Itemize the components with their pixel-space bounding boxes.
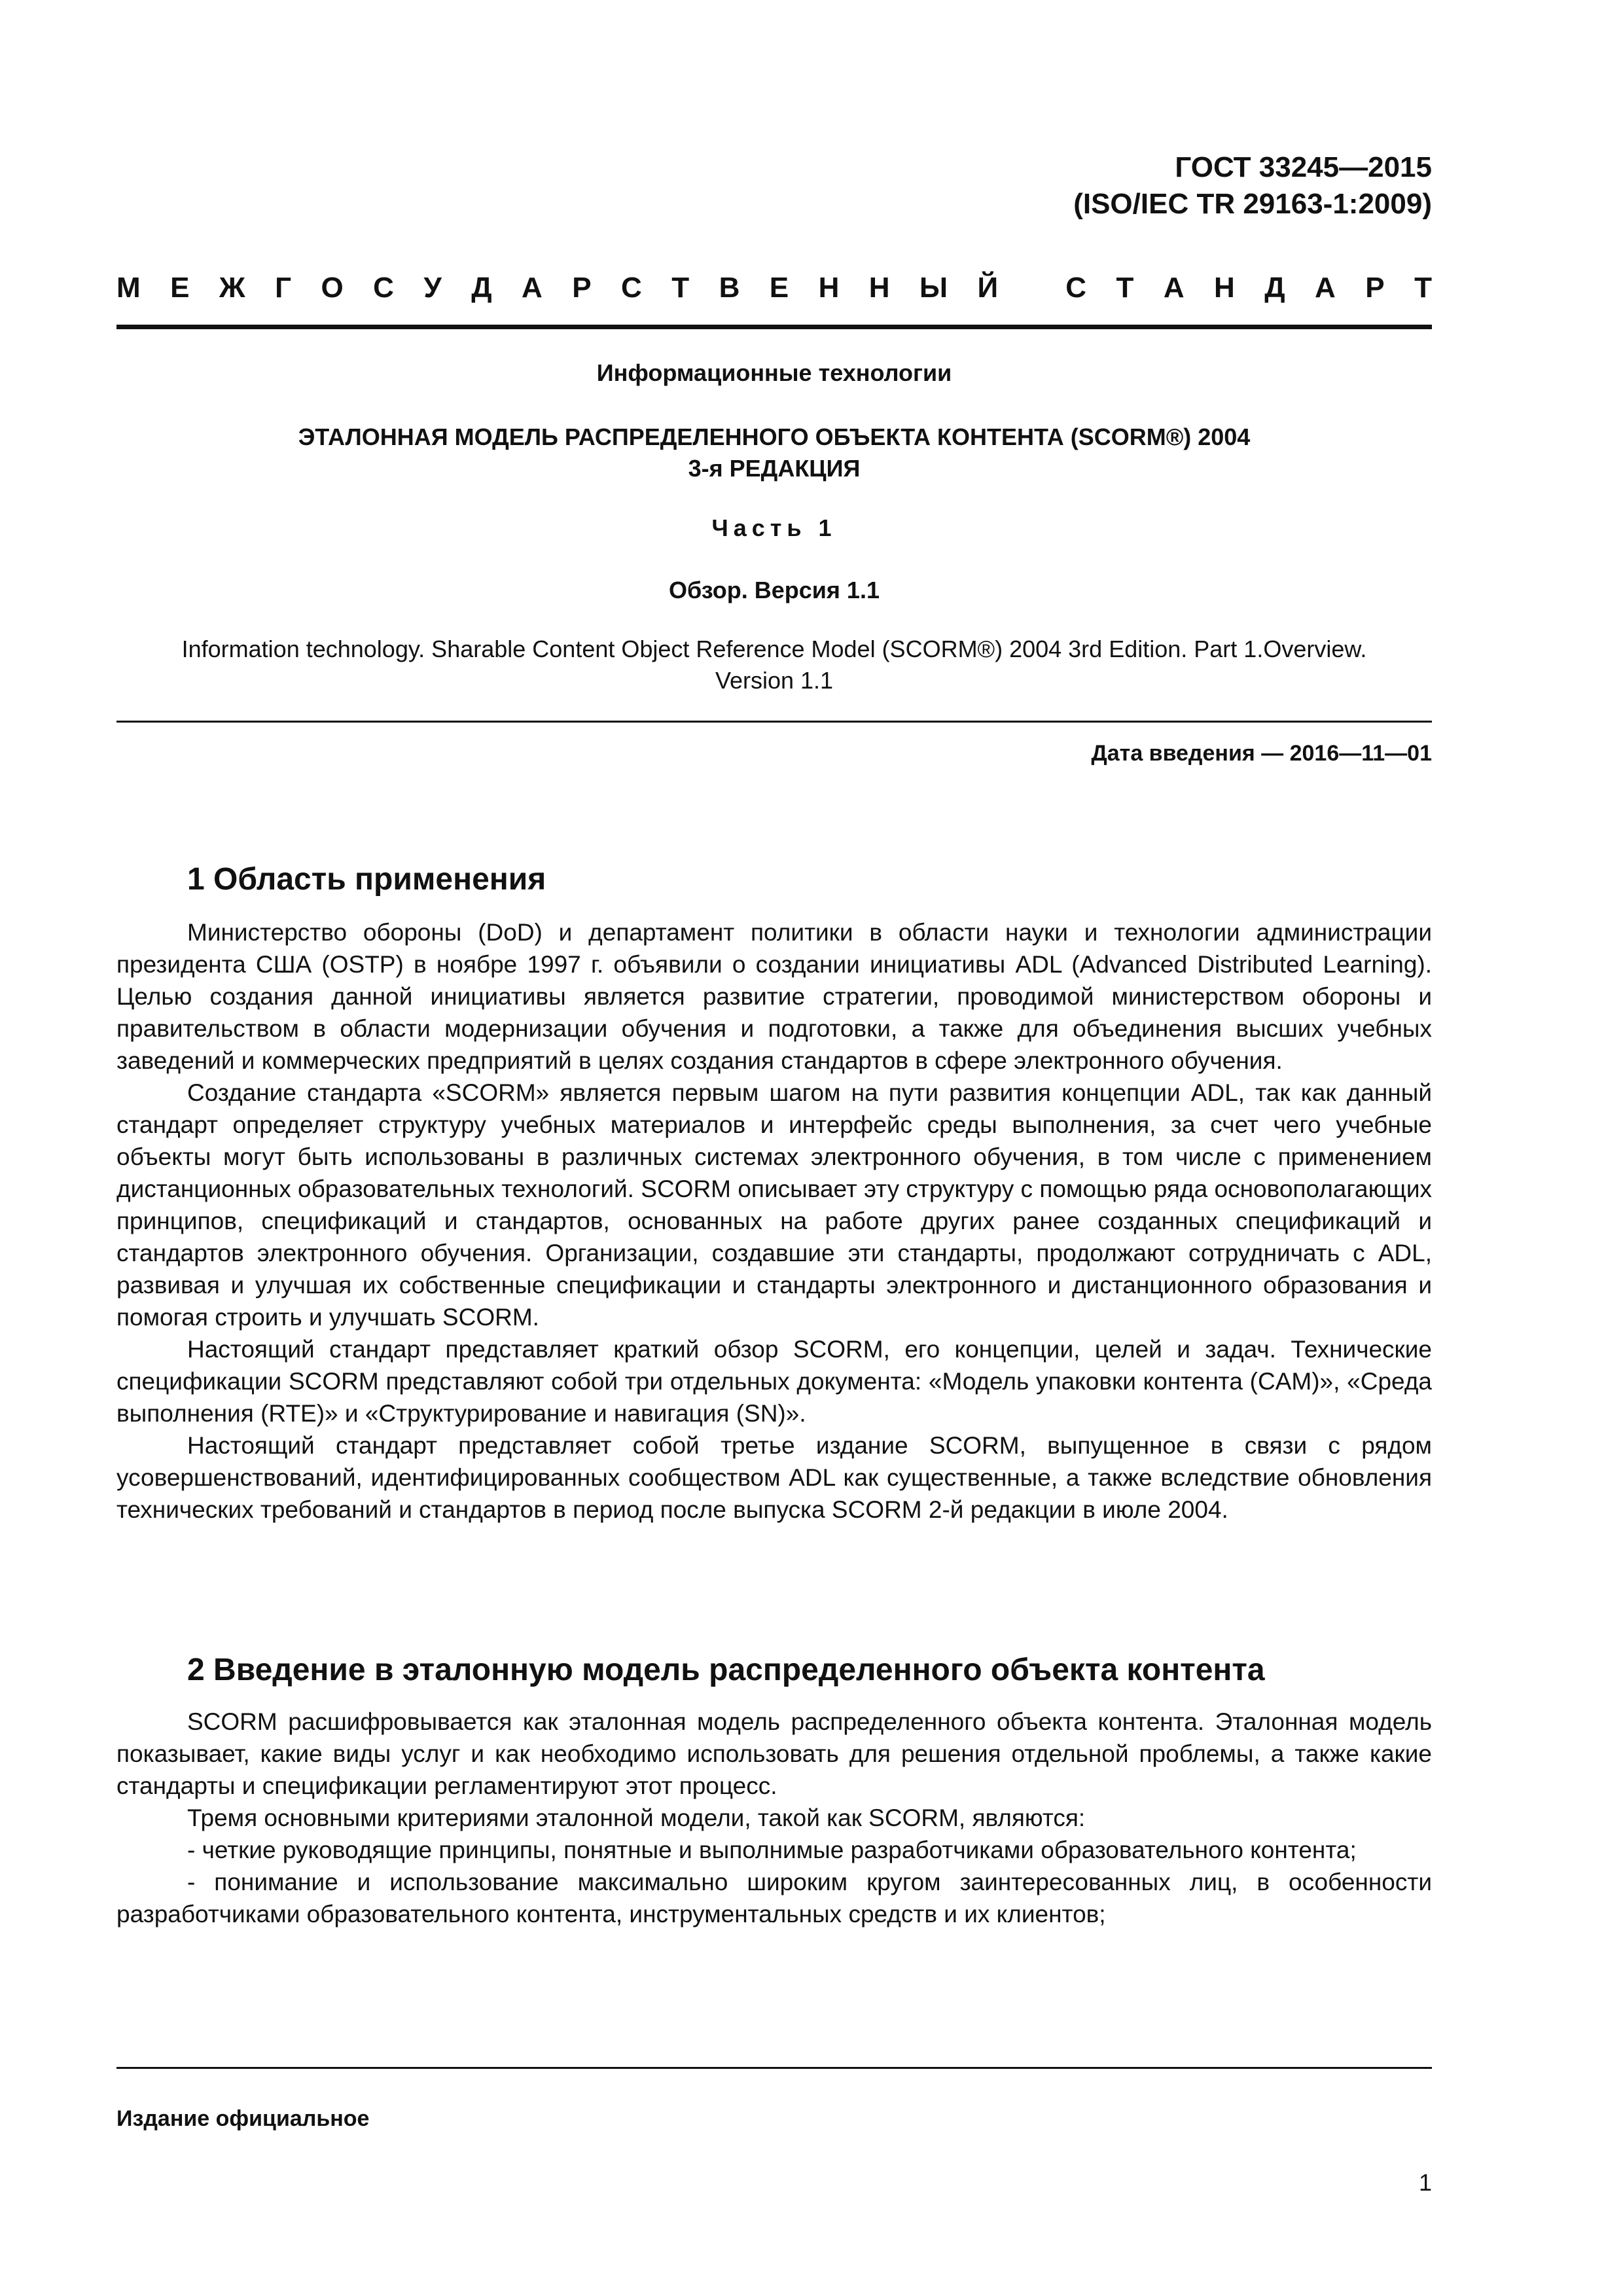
paragraph: Тремя основными критериями эталонной модели, такой как SCORM, являются: — [187, 1804, 1086, 1831]
banner-letter: Д — [1264, 272, 1285, 304]
banner-letter: Т — [1116, 272, 1134, 304]
category-title: Информационные технологии — [596, 359, 952, 386]
main-title — [116, 422, 1432, 484]
banner-letter: О — [321, 272, 344, 304]
banner-letter: Р — [1365, 272, 1385, 304]
banner-letter: Г — [275, 272, 292, 304]
banner-letter: Е — [170, 272, 190, 304]
paragraph: Создание стандарта «SCORM» является первым шагом на пути развития концепции ADL, так как данный стандарт определяет структуру учебных материалов и интерфейс среды выполнения, за счет чего учебные объекты могут быть использованы в различных системах электронного обучения, в том числе с применением дистанционных образовательных технологий. SCORM описывает эту структуру с помощью ряда основополагающих принципов, спецификаций и стандартов, основанных на работе других ранее созданных спецификаций и стандартов электронного обучения. Организации, создавшие эти стандарты, продолжают сотрудничать с ADL, развивая и улучшая их собственные спецификации и стандарты электронного и дистанционного образования и помогая строить и улучшать SCORM. — [116, 1079, 1432, 1331]
banner-letter: Д — [471, 272, 492, 304]
banner-letter: М — [116, 272, 141, 304]
banner-letter: А — [522, 272, 543, 304]
iso-number: (ISO/IEC TR 29163-1:2009) — [1073, 188, 1432, 220]
paragraph: SCORM расшифровывается как эталонная модель распределенного объекта контента. Эталонная модель показывает, какие виды услуг и как необходимо использовать для решения отдельной проблемы, а также какие стандарты и спецификации регламентируют этот процесс. — [116, 1708, 1432, 1799]
part-title: Часть 1 — [711, 514, 837, 541]
section-1-body — [116, 916, 1432, 1526]
title-divider — [116, 721, 1432, 723]
banner-letter: Й — [977, 272, 999, 304]
banner-letter: Т — [671, 272, 690, 304]
banner-letter: В — [719, 272, 740, 304]
footer-divider — [116, 2067, 1432, 2069]
banner-letter: Ж — [219, 272, 245, 304]
banner-gap — [1028, 268, 1036, 308]
paragraph: Настоящий стандарт представляет краткий обзор SCORM, его концепции, целей и задач. Технические спецификации SCORM представляют собой три отдельных документа: «Модель упаковки контента (CAM)», «Среда выполнения (RTE)» и «Структурирование и навигация (SN)». — [116, 1336, 1432, 1427]
gost-number: ГОСТ 33245—2015 — [1175, 151, 1432, 183]
banner-letter: А — [1315, 272, 1336, 304]
banner-letter: С — [373, 272, 394, 304]
banner-letter: Ы — [919, 272, 948, 304]
list-item: - четкие руководящие принципы, понятные и выполнимые разработчиками образовательного контента; — [187, 1837, 1357, 1863]
official-edition-label: Издание официальное — [116, 2106, 370, 2131]
page-number: 1 — [1418, 2169, 1432, 2196]
banner-letter: Н — [1214, 272, 1235, 304]
main-title-line2: 3-я РЕДАКЦИЯ — [688, 455, 861, 482]
gost-designation — [1073, 149, 1432, 223]
list-item: - понимание и использование максимально широким кругом заинтересованных лиц, в особенности разработчиками образовательного контента, инструментальных средств и их клиентов; — [116, 1869, 1432, 1928]
banner-letter: Т — [1414, 272, 1432, 304]
banner-letter: У — [423, 272, 442, 304]
main-title-line1: ЭТАЛОННАЯ МОДЕЛЬ РАСПРЕДЕЛЕННОГО ОБЪЕКТА КОНТЕНТА (SCORM®) 2004 — [298, 423, 1251, 450]
banner-letter: Н — [868, 272, 890, 304]
english-title-line2: Version 1.1 — [715, 667, 834, 694]
english-title-line1: Information technology. Sharable Content Object Reference Model (SCORM®) 2004 3rd Edition. Part 1.Overview. — [181, 636, 1367, 662]
subtitle: Обзор. Версия 1.1 — [669, 577, 880, 603]
section-2-body — [116, 1706, 1432, 1930]
paragraph: Настоящий стандарт представляет собой третье издание SCORM, выпущенное в связи с рядом усовершенствований, идентифицированных сообществом ADL как существенные, а также вследствие обновления технических требований и стандартов в период после выпуска SCORM 2-й редакции в июле 2004. — [116, 1432, 1432, 1523]
interstate-standard-banner — [116, 268, 1432, 308]
banner-letter: Н — [818, 272, 840, 304]
banner-letter: С — [621, 272, 642, 304]
banner-letter: С — [1065, 272, 1087, 304]
section-2-heading: 2 Введение в эталонную модель распределенного объекта контента — [187, 1653, 1265, 1687]
english-title — [116, 634, 1432, 696]
paragraph: Министерство обороны (DoD) и департамент политики в области науки и технологии администрации президента США (OSTP) в ноябре 1997 г. объявили о создании инициативы ADL (Advanced Distributed Learning). Целью создания данной инициативы является развитие стратегии, проводимой министерством обороны и правительством в области модернизации обучения и подготовки, а также для объединения высших учебных заведений и коммерческих предприятий в целях создания стандартов в сфере электронного обучения. — [116, 919, 1432, 1074]
banner-letter: Е — [769, 272, 789, 304]
banner-letter: А — [1163, 272, 1185, 304]
banner-divider — [116, 325, 1432, 329]
banner-letter: Р — [572, 272, 592, 304]
introduction-date: Дата введения — 2016—11—01 — [1091, 741, 1432, 766]
section-1-heading: 1 Область применения — [187, 862, 546, 897]
